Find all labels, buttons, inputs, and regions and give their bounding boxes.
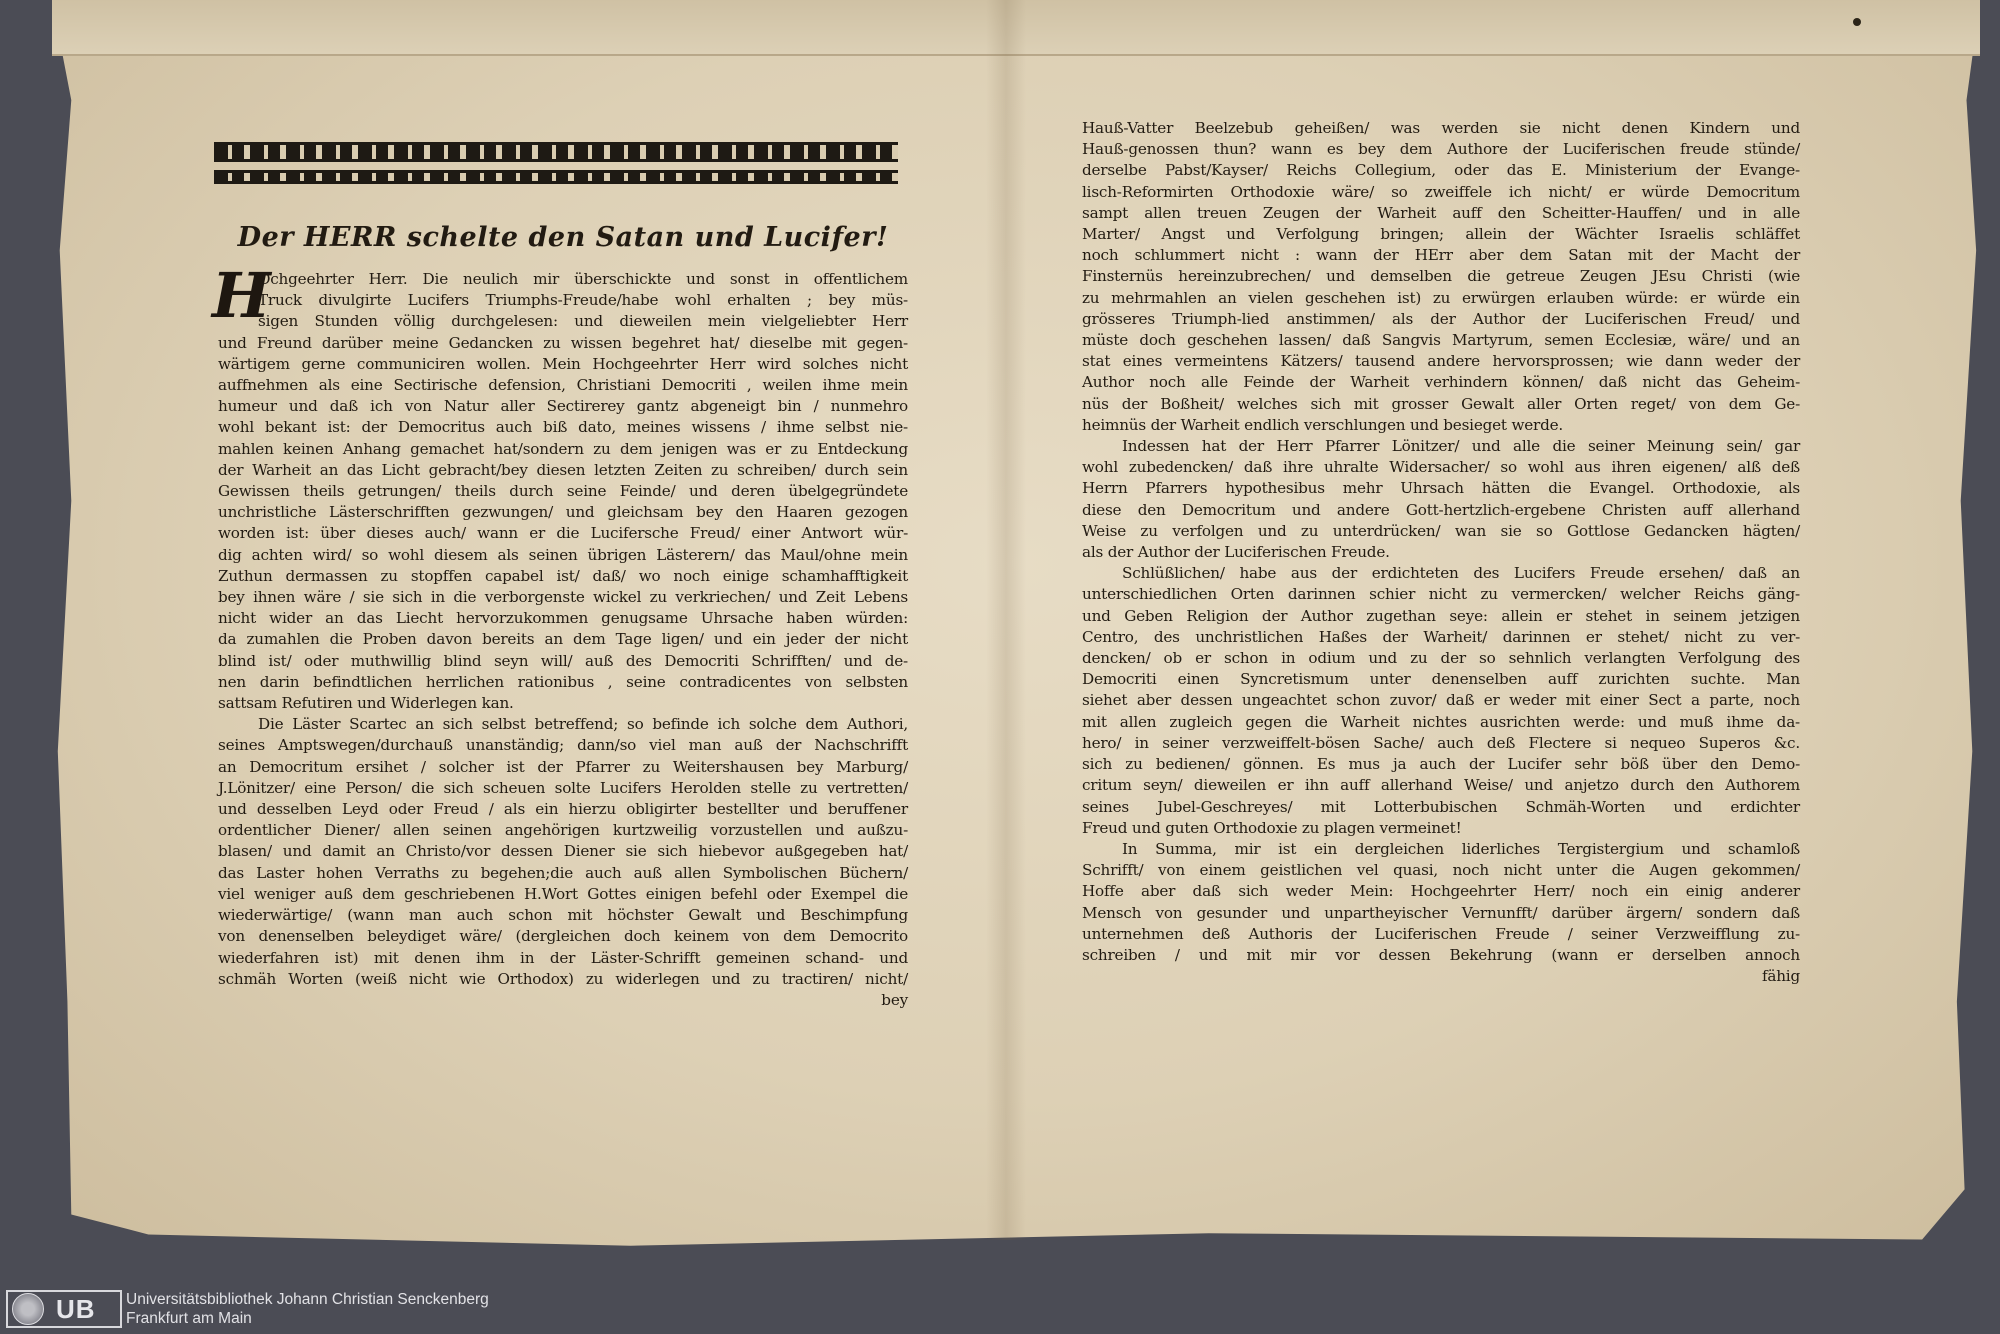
text-line: unterschiedlichen Orten darinnen schier nicht zu vermercken/ welcher Reichs gäng-: [1082, 585, 1800, 604]
text-line: Zuthun dermassen zu stopffen capabel ist/ daß/ wo noch einige schamhafftigkeit: [218, 566, 908, 585]
text-line: humeur und daß ich von Natur aller Sectirerey gantz abgeneigt bin / nunmehro: [218, 397, 908, 416]
right-page-paragraphs: [1082, 118, 1800, 987]
text-line: an Democritum ersihet / solcher ist der Pfarrer zu Weitershausen bey Marburg/: [218, 757, 908, 776]
text-line: auffnehmen als eine Sectirische defension, Christiani Democriti , weilen ihme mein: [218, 376, 908, 395]
text-line: Author noch alle Feinde der Warheit verhindern können/ daß nicht das Geheim-: [1082, 373, 1800, 392]
text-line: worden ist: über dieses auch/ wann er die Lucifersche Freud/ einer Antwort wür-: [218, 524, 908, 543]
text-line: nicht wider an das Liecht hervorzukommen genugsame Uhrsache haben würden:: [218, 609, 908, 628]
text-line: seines Amptswegen/durchauß unanständig; dann/so viel man auß der Nachschrifft: [218, 736, 908, 755]
seal-icon: [12, 1293, 44, 1325]
text-line: J.Lönitzer/ eine Person/ die sich scheuen solte Lucifers Herolden stelle zu vertretten/: [218, 778, 908, 797]
ornament-band-bottom: [214, 170, 898, 184]
text-line: das Laster hohen Verraths zu begehen;die auch auß allen Symbolischen Büchern/: [218, 863, 908, 882]
text-line: noch schlummert nicht : wann der HErr aber dem Satan mit der Macht der: [1082, 246, 1800, 265]
text-line: Schrifft/ von einem geistlichen vel quasi, noch nicht unter die Augen gekommen/: [1082, 861, 1800, 880]
text-line: und Geben Religion der Author zugethan seye: allein er stehet in seinem jetzigen: [1082, 606, 1800, 625]
text-line: der Warheit an das Licht gebracht/bey diesen letzten Zeiten zu schreiben/ durch sein: [218, 460, 908, 479]
text-line: Centro, des unchristlichen Haßes der Warheit/ darinnen er stehet/ nicht zu ver-: [1082, 627, 1800, 646]
text-line: von denenselben beleydiget wäre/ (dergleichen doch keinem von dem Democrito: [218, 927, 908, 946]
text-line: In Summa, mir ist ein dergleichen liderliches Tergistergium und schamloß: [1122, 839, 1800, 858]
left-page-paragraphs: [212, 259, 908, 1011]
text-line: als der Author der Luciferischen Freude.: [1082, 543, 1390, 562]
text-line: sigen Stunden völlig durchgelesen: und dieweilen mein vielgeliebter Herr: [258, 312, 908, 331]
center-fold: [986, 0, 1026, 1240]
text-line: seines Jubel-Geschreyes/ mit Lotterbubischen Schmäh-Worten und erdichter: [1082, 797, 1800, 816]
text-line: unchristliche Lästerschrifften gezwungen/ und gleichsam bey den Haaren gezogen: [218, 503, 908, 522]
text-line: wiederwärtige/ (wann man auch schon mit höchster Gewalt und Beschimpfung: [218, 906, 908, 925]
text-line: Schlüßlichen/ habe aus der erdichteten des Lucifers Freude ersehen/ daß an: [1122, 564, 1800, 583]
text-line: Herrn Pfarrers hypothesibus mehr Uhrsach hätten die Evangel. Orthodoxie, als: [1082, 479, 1800, 498]
logo-text: UB: [56, 1293, 96, 1324]
text-line: siehet aber dessen ungeachtet schon zuvor/ daß er weder mit einer Sect a parte, noch: [1082, 691, 1800, 710]
text-line: ordentlicher Diener/ allen seinen angehörigen kurtzweilig vorzustellen und außzu-: [218, 821, 908, 840]
drop-cap: H: [212, 259, 271, 332]
text-line: Truck divulgirte Lucifers Triumphs-Freude/habe wohl erhalten ; bey müs-: [258, 291, 908, 310]
text-line: derselbe Pabst/Kayser/ Reichs Collegium, oder das E. Ministerium der Evange-: [1082, 161, 1800, 180]
text-line: Indessen hat der Herr Pfarrer Lönitzer/ und alle die seiner Meinung sein/ gar: [1122, 437, 1800, 456]
text-line: und Freund darüber meine Gedancken zu wissen begehret hat/ dieselbe mit gegen-: [218, 333, 908, 352]
text-line: Finsternüs hereinzubrechen/ und demselben die getreue Zeugen JEsu Christi (wie: [1082, 267, 1800, 286]
text-line: Hauß-genossen thun? wann es bey dem Authore der Luciferischen freude stünde/: [1082, 140, 1800, 159]
decorative-border: [214, 142, 898, 214]
left-page-text: [212, 222, 908, 1011]
institution-line-2: Frankfurt am Main: [126, 1310, 252, 1327]
text-line: Gewissen theils getrungen/ theils durch seine Feinde/ und deren übelgegründete: [218, 482, 908, 501]
text-line: sampt allen treuen Zeugen der Warheit auff den Scheitter-Hauffen/ und in alle: [1082, 203, 1800, 222]
text-line: heimnüs der Warheit endlich verschlungen und besieget werde.: [1082, 415, 1564, 434]
text-line: mahlen keinen Anhang gemachet hat/sondern zu dem jenigen was er zu Entdeckung: [218, 439, 908, 458]
text-line: blind ist/ oder muthwillig blind seyn will/ auß des Democriti Schrifften/ und de-: [218, 651, 908, 670]
text-line: wiederfahren ist) mit denen ihm in der Läster-Schrifft gemeinen schand- und: [218, 948, 908, 967]
text-line: critum seyn/ dieweilen er ihn auff allerhand Weise/ und anjetzo durch den Authorem: [1082, 776, 1800, 795]
text-line: dig achten wird/ so wohl diesem als seinen übrigen Lästerern/ das Maul/ohne mein: [218, 545, 908, 564]
text-line: nen darin befindtlichen herrlichen rationibus , seine contradicentes von selbsten: [218, 672, 908, 691]
text-line: sattsam Refutiren und Widerlegen kan.: [218, 694, 514, 713]
text-line: da zumahlen die Proben davon bereits an dem Tage ligen/ und ein jeder der nicht: [218, 630, 908, 649]
text-line: Hauß-Vatter Beelzebub geheißen/ was werden sie nicht denen Kindern und: [1082, 119, 1800, 137]
text-line: Ochgeehrter Herr. Die neulich mir überschickte und sonst in offentlichem: [258, 270, 908, 288]
text-line: hero/ in seiner verzweiffelt-bösen Sache/ auch deß Flectere si nequeo Superos &c.: [1082, 733, 1800, 752]
text-line: Democriti einen Syncretismum unter denenselben auff zurichten suchte. Man: [1082, 670, 1800, 689]
text-line: bey ihnen wäre / sie sich in die verborgenste wickel zu verkriechen/ und Zeit Lebens: [218, 588, 908, 607]
text-line: zu mehrmahlen an vielen geschehen ist) zu erwürgen erlauben würde: er würde ein: [1082, 288, 1800, 307]
text-line: wohl zubedencken/ daß ihre uhralte Widersacher/ so wohl aus ihren eigenen/ alß deß: [1082, 458, 1800, 477]
library-logo: [6, 1290, 122, 1328]
text-line: lisch-Reformirten Orthodoxie wäre/ so zweiffele ich nicht/ er würde Democritum: [1082, 182, 1800, 201]
text-line: nüs der Boßheit/ welches sich mit grosser Gewalt aller Orten reget/ von dem Ge-: [1082, 394, 1800, 413]
text-line: blasen/ und damit an Christo/vor dessen Diener sie sich hiebevor außgegeben hat/: [218, 842, 908, 861]
text-line: mit allen zugleich gegen die Warheit nichtes ausrichten werde: und muß ihme da-: [1082, 712, 1800, 731]
text-line: viel weniger auß dem geschriebenen H.Wort Gottes einigen befehl oder Exempel die: [218, 884, 908, 903]
right-page-text: [1082, 118, 1800, 987]
ink-spot: [1853, 18, 1861, 26]
text-line: sich zu bedienen/ gönnen. Es mus ja auch der Lucifer sehr böß über den Demo-: [1082, 755, 1800, 774]
text-line: stat eines vermeintens Kätzers/ tausend andere hervorsprossen; wie dann weder der: [1082, 352, 1800, 371]
ornament-band-top: [214, 142, 898, 162]
text-line: Hoffe aber daß sich weder Mein: Hochgeehrter Herr/ noch ein einig anderer: [1082, 882, 1800, 901]
text-line: dencken/ ob er schon in odium und zu der so sehnlich verlangten Verfolgung des: [1082, 649, 1800, 668]
text-line: diese den Democritum und andere Gott-hertzlich-ergebene Christen auff allerhand: [1082, 500, 1800, 519]
text-line: Weise zu verfolgen und zu unterdrücken/ wan sie so Gottlose Gedancken hägten/: [1082, 521, 1800, 540]
text-line: Freud und guten Orthodoxie zu plagen vermeinet!: [1082, 818, 1462, 837]
text-line: grösseres Triumph-lied anstimmen/ als der Author der Luciferischen Freud/ und: [1082, 309, 1800, 328]
institution-name: [126, 1290, 489, 1328]
text-line: wohl bekant ist: der Democritus auch biß dato, meines wissens / ihme selbst nie-: [218, 418, 908, 437]
text-line: wärtigem gerne communiciren wollen. Mein Hochgeehrter Herr wird solches nicht: [218, 354, 908, 373]
text-line: schreiben / und mit mir vor dessen Bekehrung (wann er derselben annoch: [1082, 945, 1800, 964]
text-line: schmäh Worten (weiß nicht wie Orthodox) zu widerlegen und zu tractiren/ nicht/: [218, 969, 908, 988]
text-line: müste doch geschehen lassen/ daß Sangvis Martyrum, semen Ecclesiæ, wäre/ und an: [1082, 331, 1800, 350]
text-line: fähig: [1761, 967, 1800, 986]
text-line: Marter/ Angst und Verfolgung bringen; allein der Wächter Israelis schläffet: [1082, 225, 1800, 244]
text-line: und desselben Leyd oder Freud / als ein hierzu obligirter bestellter und beruffener: [218, 800, 908, 819]
text-line: unternehmen deß Authoris der Luciferischen Freude / seiner Verzweifflung zu-: [1082, 924, 1800, 943]
text-line: Die Läster Scartec an sich selbst betreffend; so befinde ich solche dem Authori,: [258, 715, 908, 734]
text-line: bey: [881, 990, 908, 1009]
institution-line-1: Universitätsbibliothek Johann Christian Senckenberg: [126, 1291, 489, 1308]
text-line: Mensch von gesunder und unpartheyischer Vernunfft/ darüber ärgern/ sondern daß: [1082, 903, 1800, 922]
page-title: Der HERR schelte den Satan und Lucifer!: [237, 222, 889, 253]
